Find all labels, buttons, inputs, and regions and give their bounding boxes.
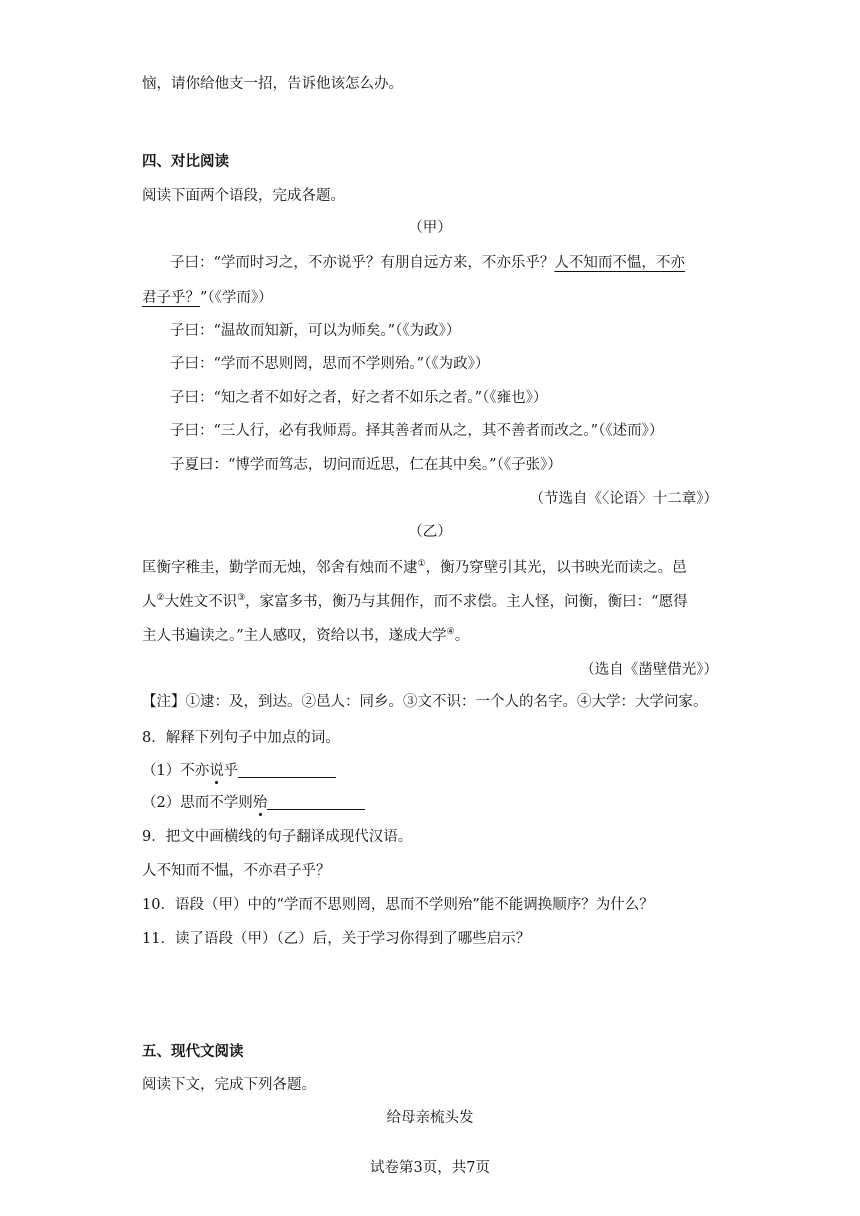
section5-heading: 五、现代文阅读 — [142, 1043, 244, 1060]
underlined-sentence-part2: 君子乎？ — [142, 290, 200, 306]
question-8-2: （2）思而不学则殆 — [142, 793, 365, 813]
question-9-sentence: 人不知而不愠，不亦君子乎？ — [142, 863, 331, 879]
jia-line-5: 子曰：“知之者不如好之者，好之者不如乐之者。”（《雍也》） — [170, 390, 548, 406]
section4-intro: 阅读下面两个语段，完成各题。 — [142, 188, 345, 204]
dotted-word-2: 殆 — [252, 795, 268, 811]
continued-text: 恼，请你给他支一招，告诉他该怎么办。 — [142, 76, 403, 92]
annotation-note: 【注】①逮：及，到达。②邑人：同乡。③文不识：一个人的名字。④大学：大学问家。 — [142, 694, 708, 710]
yi-line-3: 主人书遍读之。”主人感叹，资给以书，遂成大学④。 — [142, 627, 470, 644]
question-10: 10．语段（甲）中的“学而不思则罔，思而不学则殆”能不能调换顺序？为什么？ — [142, 897, 654, 913]
question-8: 8．解释下列句子中加点的词。 — [142, 730, 340, 746]
underlined-sentence-part1: 人不知而不愠，不亦 — [554, 255, 685, 271]
jia-line-7: 子夏曰：“博学而笃志，切问而近思，仁在其中矣。”（《子张》） — [170, 457, 562, 473]
jia-line-1: 子曰：“学而时习之，不亦说乎？有朋自远方来，不亦乐乎？人不知而不愠，不亦 — [170, 255, 685, 271]
answer-blank-1[interactable] — [238, 763, 336, 778]
article-title: 给母亲梳头发 — [386, 1110, 474, 1126]
question-11: 11．读了语段（甲）（乙）后，关于学习你得到了哪些启示？ — [142, 931, 531, 947]
question-9: 9．把文中画横线的句子翻译成现代汉语。 — [142, 829, 413, 845]
answer-blank-2[interactable] — [267, 795, 365, 810]
jia-line-4: 子曰：“学而不思则罔，思而不学则殆。”（《为政》） — [170, 356, 490, 372]
yi-line-1: 匡衡字稚圭，勤学而无烛，邻舍有烛而不逮①，衡乃穿壁引其光，以书映光而读之。邑 — [142, 559, 687, 576]
passage-yi-label: （乙） — [408, 524, 452, 540]
page-footer: 试卷第3页，共7页 — [370, 1160, 490, 1176]
yi-source: （选自《凿壁借光》） — [580, 662, 718, 678]
section5-intro: 阅读下文，完成下列各题。 — [142, 1077, 316, 1093]
jia-line-3: 子曰：“温故而知新，可以为师矣。”（《为政》） — [170, 323, 461, 339]
jia-source: （节选自《〈论语〉十二章》） — [529, 491, 718, 507]
jia-line-6: 子曰：“三人行，必有我师焉。择其善者而从之，其不善者而改之。”（《述而》） — [170, 423, 664, 439]
yi-line-2: 人②大姓文不识③，家富多书，衡乃与其佣作，而不求偿。主人怪，问衡，衡曰：“愿得 — [142, 593, 688, 610]
dotted-word-1: 说 — [209, 763, 224, 779]
passage-jia-label: （甲） — [408, 220, 452, 236]
question-8-1: （1）不亦说乎 — [142, 761, 336, 781]
jia-line-2: 君子乎？”（《学而》） — [142, 290, 273, 306]
section4-heading: 四、对比阅读 — [142, 153, 229, 170]
